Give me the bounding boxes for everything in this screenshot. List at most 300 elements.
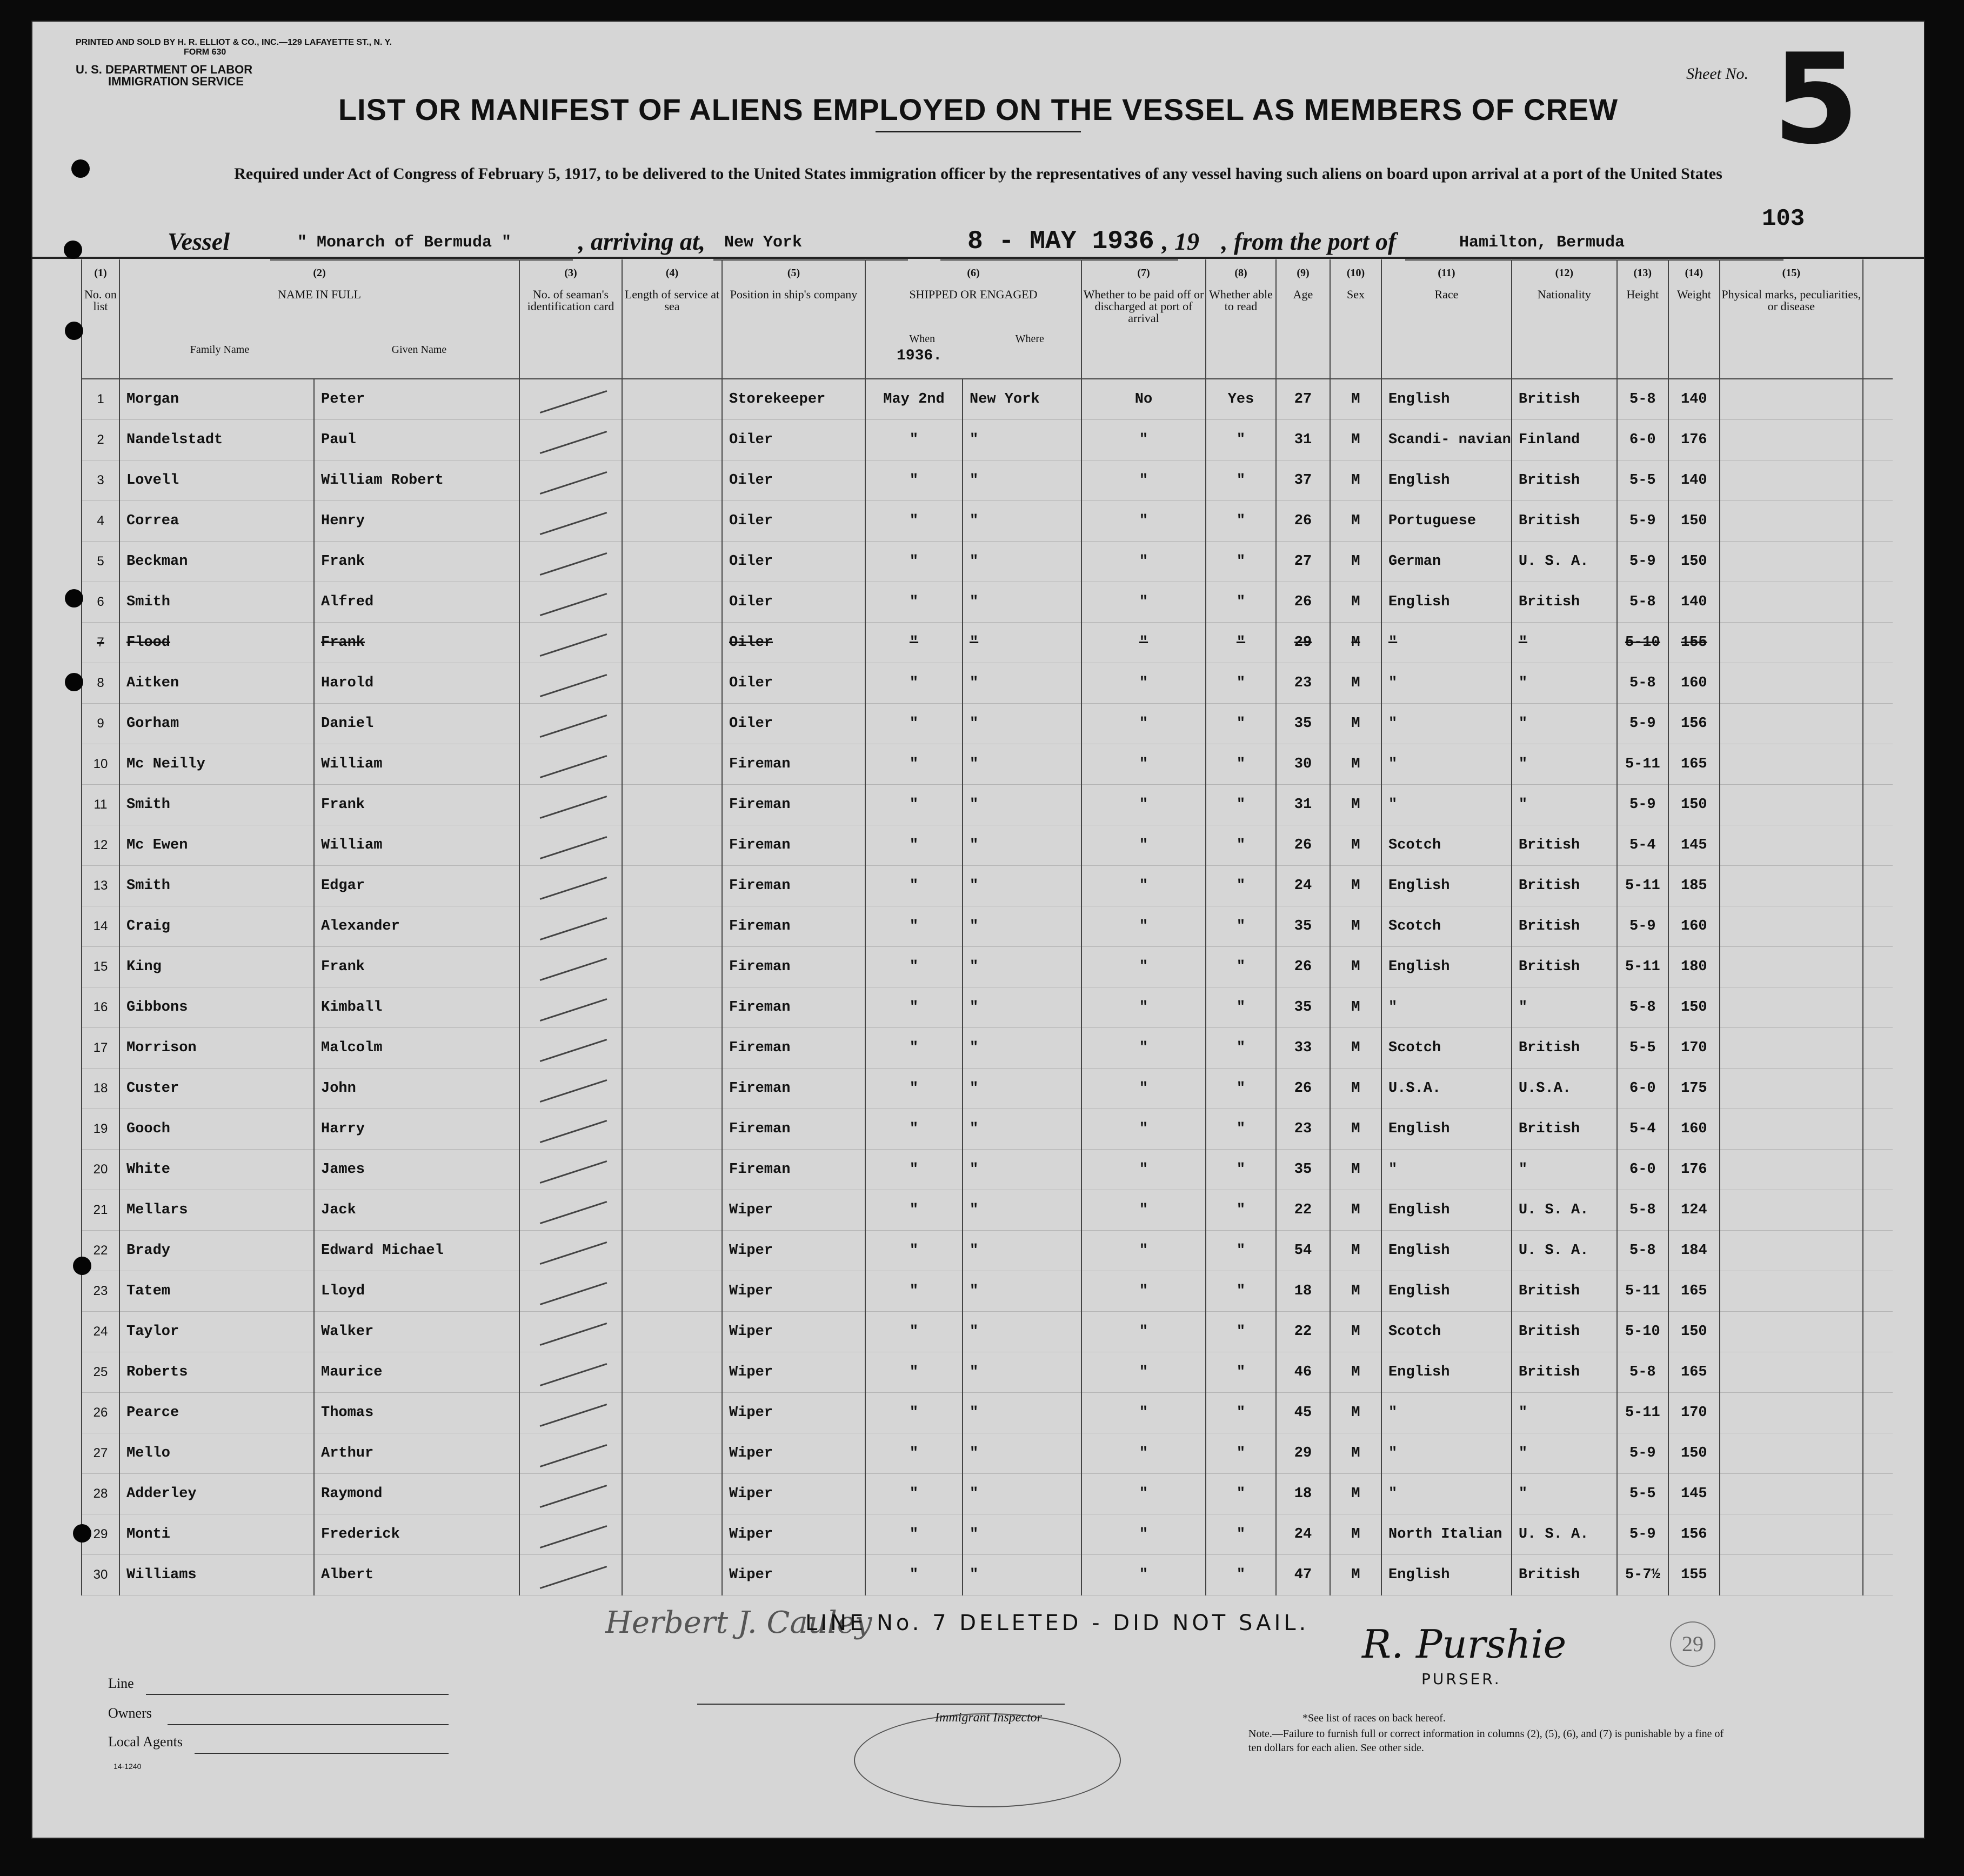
sex-cell: M bbox=[1330, 420, 1381, 460]
blank-cell bbox=[1863, 623, 1893, 663]
paid-off-cell: " bbox=[1081, 1271, 1206, 1312]
table-row bbox=[82, 379, 1893, 420]
paid-off-cell: " bbox=[1081, 1555, 1206, 1595]
physical-marks-cell bbox=[1720, 582, 1863, 623]
blank-cell bbox=[1863, 1150, 1893, 1190]
able-to-read-cell: " bbox=[1206, 1069, 1276, 1109]
race-cell: U.S.A. bbox=[1381, 1069, 1512, 1109]
service-length-cell bbox=[622, 1474, 722, 1514]
weight-cell: 140 bbox=[1668, 379, 1720, 420]
id-card-cell bbox=[519, 1474, 622, 1514]
physical-marks-cell bbox=[1720, 704, 1863, 744]
position-cell: Wiper bbox=[722, 1433, 865, 1474]
service-length-cell bbox=[622, 866, 722, 906]
binder-hole bbox=[64, 241, 82, 259]
crew-manifest-table bbox=[81, 259, 1893, 1595]
tick-mark bbox=[540, 755, 607, 778]
height-cell: 5-8 bbox=[1617, 1352, 1668, 1393]
sex-cell: M bbox=[1330, 1028, 1381, 1069]
position-cell: Fireman bbox=[722, 947, 865, 987]
family-name-cell: Pearce bbox=[119, 1393, 314, 1433]
table-row bbox=[82, 1474, 1893, 1514]
height-cell: 5-10 bbox=[1617, 1312, 1668, 1352]
given-name-header: Given Name bbox=[391, 344, 447, 356]
position-cell: Fireman bbox=[722, 785, 865, 825]
height-cell: 5-5 bbox=[1617, 460, 1668, 501]
blank-cell bbox=[1863, 1190, 1893, 1231]
service-length-cell bbox=[622, 379, 722, 420]
given-name-cell: Arthur bbox=[314, 1433, 519, 1474]
service-length-cell bbox=[622, 785, 722, 825]
service-length-cell bbox=[622, 542, 722, 582]
row-number-cell: 26 bbox=[82, 1393, 119, 1433]
table-row bbox=[82, 1109, 1893, 1150]
age-cell: 24 bbox=[1276, 1514, 1330, 1555]
shipped-when-cell: " bbox=[865, 1150, 963, 1190]
blank-cell bbox=[1863, 501, 1893, 542]
col-label: Physical marks, peculiarities, or disease bbox=[1721, 288, 1861, 313]
position-cell: Oiler bbox=[722, 542, 865, 582]
blank-cell bbox=[1863, 1433, 1893, 1474]
able-to-read-cell: " bbox=[1206, 1109, 1276, 1150]
blank-cell bbox=[1863, 1231, 1893, 1271]
shipped-when-cell: " bbox=[865, 704, 963, 744]
when-header: When bbox=[909, 333, 936, 345]
age-cell: 23 bbox=[1276, 1109, 1330, 1150]
blank-cell bbox=[1863, 1352, 1893, 1393]
race-cell: North Italian bbox=[1381, 1514, 1512, 1555]
table-row bbox=[82, 1150, 1893, 1190]
id-card-cell bbox=[519, 785, 622, 825]
col-num: (2) bbox=[313, 267, 326, 279]
service-length-cell bbox=[622, 1312, 722, 1352]
sex-cell: M bbox=[1330, 1069, 1381, 1109]
col-header-age bbox=[1276, 259, 1330, 379]
family-name-header: Family Name bbox=[190, 344, 250, 356]
row-number-cell: 18 bbox=[82, 1069, 119, 1109]
table-row bbox=[82, 501, 1893, 542]
tick-mark bbox=[540, 633, 607, 657]
age-cell: 35 bbox=[1276, 906, 1330, 947]
paid-off-cell: " bbox=[1081, 704, 1206, 744]
given-name-cell: Frank bbox=[314, 623, 519, 663]
tick-mark bbox=[540, 796, 607, 819]
given-name-cell: Albert bbox=[314, 1555, 519, 1595]
family-name-cell: Correa bbox=[119, 501, 314, 542]
tick-mark bbox=[540, 1363, 607, 1386]
race-cell: Scandi- navian bbox=[1381, 420, 1512, 460]
tick-mark bbox=[540, 1404, 607, 1427]
row-number-cell: 13 bbox=[82, 866, 119, 906]
paid-off-cell: " bbox=[1081, 663, 1206, 704]
position-cell: Fireman bbox=[722, 1150, 865, 1190]
weight-cell: 150 bbox=[1668, 542, 1720, 582]
col-num: (8) bbox=[1234, 267, 1247, 279]
blank-cell bbox=[1863, 542, 1893, 582]
blank-cell bbox=[1863, 1069, 1893, 1109]
paid-off-cell: " bbox=[1081, 1109, 1206, 1150]
col-header-id-card bbox=[519, 259, 622, 379]
age-cell: 45 bbox=[1276, 1393, 1330, 1433]
height-cell: 5-9 bbox=[1617, 501, 1668, 542]
paid-off-cell: " bbox=[1081, 744, 1206, 785]
id-card-cell bbox=[519, 501, 622, 542]
row-number-cell: 24 bbox=[82, 1312, 119, 1352]
given-name-cell: Frank bbox=[314, 785, 519, 825]
sex-cell: M bbox=[1330, 1352, 1381, 1393]
title-rule bbox=[876, 131, 1081, 132]
position-cell: Wiper bbox=[722, 1271, 865, 1312]
tick-mark bbox=[540, 552, 607, 576]
family-name-cell: Custer bbox=[119, 1069, 314, 1109]
shipped-when-cell: " bbox=[865, 1271, 963, 1312]
able-to-read-cell: " bbox=[1206, 501, 1276, 542]
age-cell: 23 bbox=[1276, 663, 1330, 704]
position-cell: Fireman bbox=[722, 1028, 865, 1069]
year-note: 1936. bbox=[896, 348, 942, 364]
paid-off-cell: " bbox=[1081, 1474, 1206, 1514]
row-number-cell: 20 bbox=[82, 1150, 119, 1190]
shipped-where-cell: " bbox=[963, 582, 1081, 623]
physical-marks-cell bbox=[1720, 542, 1863, 582]
family-name-cell: Taylor bbox=[119, 1312, 314, 1352]
race-cell: " bbox=[1381, 1433, 1512, 1474]
paid-off-cell: " bbox=[1081, 1190, 1206, 1231]
family-name-cell: King bbox=[119, 947, 314, 987]
blank-cell bbox=[1863, 785, 1893, 825]
nationality-cell: British bbox=[1512, 1109, 1617, 1150]
race-cell: " bbox=[1381, 785, 1512, 825]
shipped-where-cell: " bbox=[963, 1312, 1081, 1352]
service-length-cell bbox=[622, 663, 722, 704]
position-cell: Fireman bbox=[722, 1069, 865, 1109]
table-row bbox=[82, 623, 1893, 663]
col-label: Position in ship's company bbox=[730, 288, 858, 301]
age-cell: 37 bbox=[1276, 460, 1330, 501]
shipped-when-cell: " bbox=[865, 582, 963, 623]
row-number-cell: 5 bbox=[82, 542, 119, 582]
col-num: (14) bbox=[1685, 267, 1703, 279]
age-cell: 27 bbox=[1276, 542, 1330, 582]
shipped-where-cell: " bbox=[963, 1069, 1081, 1109]
table-row bbox=[82, 582, 1893, 623]
race-cell: English bbox=[1381, 460, 1512, 501]
col-label: No. of seaman's identification card bbox=[527, 288, 614, 313]
weight-cell: 150 bbox=[1668, 1312, 1720, 1352]
sex-cell: M bbox=[1330, 1150, 1381, 1190]
race-cell: English bbox=[1381, 379, 1512, 420]
given-name-cell: Frederick bbox=[314, 1514, 519, 1555]
race-cell: " bbox=[1381, 1474, 1512, 1514]
age-cell: 27 bbox=[1276, 379, 1330, 420]
height-cell: 5-8 bbox=[1617, 987, 1668, 1028]
sex-cell: M bbox=[1330, 1109, 1381, 1150]
physical-marks-cell bbox=[1720, 1231, 1863, 1271]
sex-cell: M bbox=[1330, 704, 1381, 744]
sex-cell: M bbox=[1330, 987, 1381, 1028]
owners-underline bbox=[168, 1724, 449, 1725]
id-card-cell bbox=[519, 1271, 622, 1312]
weight-cell: 176 bbox=[1668, 1150, 1720, 1190]
nationality-cell: British bbox=[1512, 906, 1617, 947]
weight-cell: 156 bbox=[1668, 1514, 1720, 1555]
shipped-when-cell: " bbox=[865, 663, 963, 704]
col-label: Race bbox=[1434, 288, 1459, 301]
tick-mark bbox=[540, 593, 607, 616]
given-name-cell: Henry bbox=[314, 501, 519, 542]
tick-mark bbox=[540, 390, 607, 413]
given-name-cell: Edgar bbox=[314, 866, 519, 906]
inspector-label: Immigrant Inspector bbox=[935, 1711, 1042, 1725]
weight-cell: 165 bbox=[1668, 1352, 1720, 1393]
races-note: *See list of races on back hereof. bbox=[1302, 1712, 1446, 1724]
weight-cell: 155 bbox=[1668, 1555, 1720, 1595]
given-name-cell: Kimball bbox=[314, 987, 519, 1028]
given-name-cell: Paul bbox=[314, 420, 519, 460]
position-cell: Oiler bbox=[722, 623, 865, 663]
race-cell: English bbox=[1381, 1109, 1512, 1150]
row-number-cell: 23 bbox=[82, 1271, 119, 1312]
shipped-when-cell: " bbox=[865, 1109, 963, 1150]
tick-mark bbox=[540, 1282, 607, 1305]
age-cell: 33 bbox=[1276, 1028, 1330, 1069]
row-number-cell: 3 bbox=[82, 460, 119, 501]
race-cell: " bbox=[1381, 623, 1512, 663]
sex-cell: M bbox=[1330, 379, 1381, 420]
arriving-port: New York bbox=[724, 233, 803, 252]
paid-off-cell: " bbox=[1081, 825, 1206, 866]
paid-off-cell: " bbox=[1081, 501, 1206, 542]
paid-off-cell: " bbox=[1081, 785, 1206, 825]
form-number: FORM 630 bbox=[184, 48, 226, 57]
blank-cell bbox=[1863, 582, 1893, 623]
nationality-cell: British bbox=[1512, 1352, 1617, 1393]
physical-marks-cell bbox=[1720, 947, 1863, 987]
shipped-where-cell: " bbox=[963, 947, 1081, 987]
service-length-cell bbox=[622, 1514, 722, 1555]
agents-label: Local Agents bbox=[108, 1734, 183, 1750]
shipped-when-cell: " bbox=[865, 1514, 963, 1555]
table-row bbox=[82, 785, 1893, 825]
shipped-when-cell: " bbox=[865, 1231, 963, 1271]
nationality-cell: " bbox=[1512, 785, 1617, 825]
col-label: SHIPPED OR ENGAGED bbox=[909, 288, 1038, 301]
family-name-cell: Gibbons bbox=[119, 987, 314, 1028]
physical-marks-cell bbox=[1720, 1474, 1863, 1514]
position-cell: Oiler bbox=[722, 663, 865, 704]
tick-mark bbox=[540, 715, 607, 738]
col-header-sex bbox=[1330, 259, 1381, 379]
shipped-where-cell: " bbox=[963, 663, 1081, 704]
id-card-cell bbox=[519, 1109, 622, 1150]
table-row bbox=[82, 947, 1893, 987]
shipped-when-cell: " bbox=[865, 420, 963, 460]
id-card-cell bbox=[519, 663, 622, 704]
page-title: LIST OR MANIFEST OF ALIENS EMPLOYED ON THE VESSEL AS MEMBERS OF CREW bbox=[338, 92, 1619, 126]
nationality-cell: British bbox=[1512, 379, 1617, 420]
weight-cell: 145 bbox=[1668, 825, 1720, 866]
table-row bbox=[82, 1271, 1893, 1312]
family-name-cell: Aitken bbox=[119, 663, 314, 704]
physical-marks-cell bbox=[1720, 1028, 1863, 1069]
given-name-cell: William bbox=[314, 825, 519, 866]
table-row bbox=[82, 825, 1893, 866]
age-cell: 30 bbox=[1276, 744, 1330, 785]
shipped-where-cell: " bbox=[963, 704, 1081, 744]
nationality-cell: " bbox=[1512, 1433, 1617, 1474]
position-cell: Fireman bbox=[722, 866, 865, 906]
col-header-name bbox=[119, 259, 519, 379]
id-card-cell bbox=[519, 623, 622, 663]
tick-mark bbox=[540, 512, 607, 535]
able-to-read-cell: " bbox=[1206, 1312, 1276, 1352]
nationality-cell: British bbox=[1512, 866, 1617, 906]
able-to-read-cell: " bbox=[1206, 825, 1276, 866]
physical-marks-cell bbox=[1720, 906, 1863, 947]
row-number-cell: 22 bbox=[82, 1231, 119, 1271]
physical-marks-cell bbox=[1720, 1514, 1863, 1555]
subtitle: Required under Act of Congress of February 5, 1917, to be delivered to the United States immigration officer by the representatives of any vessel having such aliens on board upon arrival at a port of the United States bbox=[234, 165, 1722, 183]
id-card-cell bbox=[519, 582, 622, 623]
paid-off-cell: " bbox=[1081, 906, 1206, 947]
tick-mark bbox=[540, 1160, 607, 1184]
height-cell: 5-11 bbox=[1617, 1271, 1668, 1312]
printer-imprint bbox=[76, 38, 392, 57]
weight-cell: 184 bbox=[1668, 1231, 1720, 1271]
able-to-read-cell: " bbox=[1206, 1231, 1276, 1271]
weight-cell: 140 bbox=[1668, 582, 1720, 623]
sex-cell: M bbox=[1330, 1514, 1381, 1555]
race-cell: Portuguese bbox=[1381, 501, 1512, 542]
service-length-cell bbox=[622, 1190, 722, 1231]
physical-marks-cell bbox=[1720, 1109, 1863, 1150]
physical-marks-cell bbox=[1720, 744, 1863, 785]
col-label: Nationality bbox=[1537, 288, 1591, 301]
family-name-cell: Flood bbox=[119, 623, 314, 663]
service-length-cell bbox=[622, 1352, 722, 1393]
paid-off-cell: " bbox=[1081, 1514, 1206, 1555]
shipped-where-cell: " bbox=[963, 1393, 1081, 1433]
age-cell: 29 bbox=[1276, 623, 1330, 663]
deletion-annotation: LINE No. 7 DELETED - DID NOT SAIL. bbox=[805, 1611, 1310, 1635]
sex-cell: M bbox=[1330, 1474, 1381, 1514]
col-label: NAME IN FULL bbox=[278, 288, 361, 301]
blank-cell bbox=[1863, 947, 1893, 987]
paid-off-cell: " bbox=[1081, 947, 1206, 987]
paid-off-cell: " bbox=[1081, 623, 1206, 663]
sex-cell: M bbox=[1330, 744, 1381, 785]
age-cell: 26 bbox=[1276, 582, 1330, 623]
nationality-cell: " bbox=[1512, 623, 1617, 663]
id-card-cell bbox=[519, 1433, 622, 1474]
age-cell: 26 bbox=[1276, 825, 1330, 866]
col-num: (6) bbox=[967, 267, 980, 279]
table-body bbox=[82, 379, 1893, 1595]
table-row bbox=[82, 987, 1893, 1028]
binder-hole bbox=[65, 589, 83, 607]
department bbox=[76, 64, 252, 88]
service-length-cell bbox=[622, 1393, 722, 1433]
sex-cell: M bbox=[1330, 623, 1381, 663]
weight-cell: 150 bbox=[1668, 501, 1720, 542]
table-row bbox=[82, 420, 1893, 460]
race-cell: Scotch bbox=[1381, 825, 1512, 866]
service-length-cell bbox=[622, 1555, 722, 1595]
shipped-when-cell: " bbox=[865, 623, 963, 663]
position-cell: Oiler bbox=[722, 582, 865, 623]
physical-marks-cell bbox=[1720, 623, 1863, 663]
inspector-signature: Herbert J. Cauley bbox=[605, 1605, 872, 1640]
blank-cell bbox=[1863, 460, 1893, 501]
service-length-cell bbox=[622, 623, 722, 663]
position-cell: Wiper bbox=[722, 1393, 865, 1433]
physical-marks-cell bbox=[1720, 460, 1863, 501]
family-name-cell: Mello bbox=[119, 1433, 314, 1474]
able-to-read-cell: " bbox=[1206, 1555, 1276, 1595]
race-cell: Scotch bbox=[1381, 1028, 1512, 1069]
id-card-cell bbox=[519, 1069, 622, 1109]
height-cell: 5-5 bbox=[1617, 1474, 1668, 1514]
tick-mark bbox=[540, 836, 607, 859]
age-cell: 26 bbox=[1276, 1069, 1330, 1109]
purser-label: PURSER. bbox=[1421, 1670, 1501, 1688]
form-code: 14-1240 bbox=[113, 1762, 142, 1771]
able-to-read-cell: " bbox=[1206, 1433, 1276, 1474]
race-cell: English bbox=[1381, 947, 1512, 987]
col-header-no bbox=[82, 259, 119, 379]
col-header-nationality bbox=[1512, 259, 1617, 379]
row-number-cell: 12 bbox=[82, 825, 119, 866]
id-card-cell bbox=[519, 460, 622, 501]
table-row bbox=[82, 744, 1893, 785]
paid-off-cell: " bbox=[1081, 1231, 1206, 1271]
inspector-underline bbox=[697, 1704, 1065, 1705]
nationality-cell: British bbox=[1512, 1028, 1617, 1069]
given-name-cell: Alfred bbox=[314, 582, 519, 623]
sex-cell: M bbox=[1330, 1555, 1381, 1595]
table-row bbox=[82, 1352, 1893, 1393]
blank-cell bbox=[1863, 1312, 1893, 1352]
binder-hole bbox=[65, 322, 83, 340]
table-row bbox=[82, 1312, 1893, 1352]
nationality-cell: Finland bbox=[1512, 420, 1617, 460]
table-row bbox=[82, 1514, 1893, 1555]
shipped-where-cell: " bbox=[963, 1271, 1081, 1312]
service-length-cell bbox=[622, 1150, 722, 1190]
height-cell: 5-10 bbox=[1617, 623, 1668, 663]
blank-cell bbox=[1863, 744, 1893, 785]
given-name-cell: Peter bbox=[314, 379, 519, 420]
nationality-cell: U.S.A. bbox=[1512, 1069, 1617, 1109]
shipped-when-cell: May 2nd bbox=[865, 379, 963, 420]
height-cell: 5-11 bbox=[1617, 947, 1668, 987]
given-name-cell: Maurice bbox=[314, 1352, 519, 1393]
service-length-cell bbox=[622, 947, 722, 987]
binder-hole bbox=[65, 673, 83, 691]
table-row bbox=[82, 460, 1893, 501]
given-name-cell: Lloyd bbox=[314, 1271, 519, 1312]
family-name-cell: Gorham bbox=[119, 704, 314, 744]
table-row bbox=[82, 1433, 1893, 1474]
from-port-label: , from the port of bbox=[1221, 228, 1397, 255]
col-header-physical-marks bbox=[1720, 259, 1863, 379]
age-cell: 47 bbox=[1276, 1555, 1330, 1595]
age-cell: 26 bbox=[1276, 501, 1330, 542]
blank-cell bbox=[1863, 1109, 1893, 1150]
able-to-read-cell: " bbox=[1206, 866, 1276, 906]
col-num: (11) bbox=[1438, 267, 1455, 279]
family-name-cell: Tatem bbox=[119, 1271, 314, 1312]
